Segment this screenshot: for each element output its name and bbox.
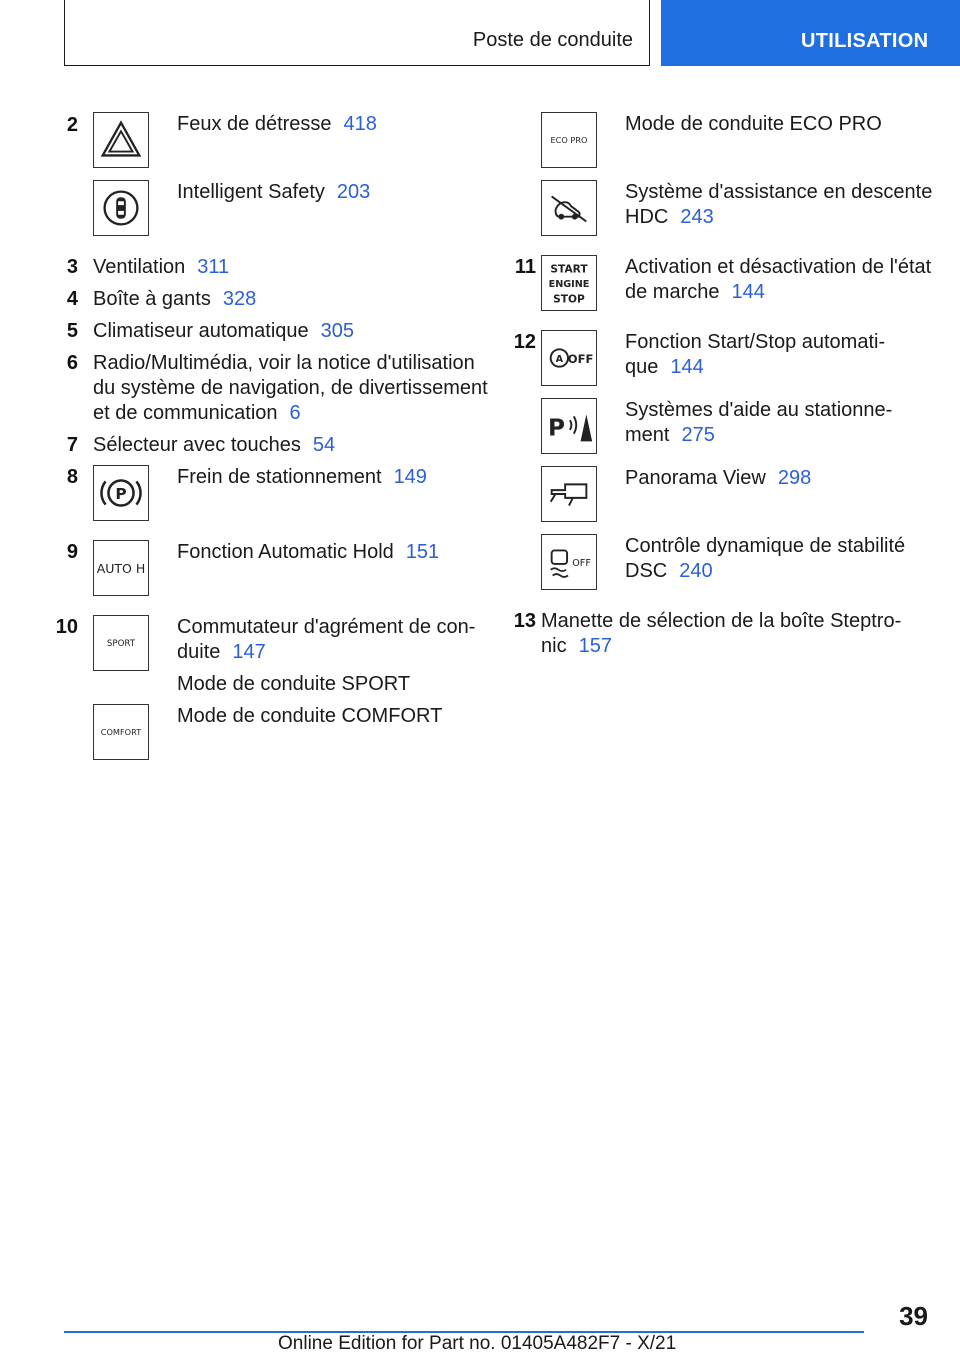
hazard-warning-icon: [93, 112, 149, 168]
hill-descent-icon: [541, 180, 597, 236]
svg-text:A: A: [555, 353, 564, 365]
item-label-line: Systèmes d'aide au stationne-: [625, 399, 893, 421]
start-engine-stop-icon: [541, 255, 597, 311]
svg-text:P: P: [547, 415, 565, 442]
sport-mode-label: Mode de conduite SPORT: [177, 673, 411, 695]
eco-pro-icon: [541, 112, 597, 168]
edition-text: Online Edition for Part no. 01405A482F7 - X/21: [278, 1333, 677, 1354]
item-number: 9: [66, 541, 78, 563]
item-label-line: DSC: [625, 560, 668, 582]
item-number: 2: [66, 114, 78, 136]
item-label: Boîte à gants: [93, 288, 211, 310]
page-link[interactable]: 147: [232, 641, 266, 663]
icon-text: STOP: [553, 293, 585, 306]
item-label-line: Commutateur d'agrément de con-: [177, 616, 476, 638]
item-label: Intelligent Safety: [177, 181, 325, 203]
list-item: [625, 534, 905, 584]
page-number: 39: [899, 1301, 928, 1331]
page-link[interactable]: 54: [312, 434, 336, 456]
item-label: Feux de détresse: [177, 113, 332, 135]
page-link[interactable]: 157: [578, 635, 612, 657]
page-link[interactable]: 275: [681, 424, 715, 446]
item-label: Ventilation: [93, 256, 186, 278]
item-number: 13: [513, 610, 536, 632]
item-label-line: Radio/Multimédia, voir la notice d'utilisation: [93, 352, 475, 374]
auto-hold-icon: [93, 540, 149, 596]
item-label: Climatiseur automatique: [93, 320, 309, 342]
item-label-line: nic: [541, 635, 567, 657]
page-link[interactable]: 311: [197, 256, 230, 278]
icon-text: OFF: [567, 351, 594, 366]
page-link[interactable]: 418: [343, 113, 377, 135]
page-link[interactable]: 305: [320, 320, 355, 342]
page-link[interactable]: 240: [679, 560, 713, 582]
panorama-view-icon: [541, 466, 597, 522]
page-link[interactable]: 203: [336, 181, 371, 203]
list-item: [177, 180, 370, 205]
icon-text: ECO PRO: [550, 134, 588, 145]
item-number: 5: [66, 320, 78, 342]
list-item: [93, 351, 488, 426]
svg-text:P: P: [115, 484, 127, 503]
page-link[interactable]: 6: [289, 402, 301, 424]
icon-text: COMFORT: [100, 726, 142, 737]
comfort-mode-label: Mode de conduite COMFORT: [177, 705, 443, 727]
item-label-line: et de communication: [93, 402, 278, 424]
section-title: Poste de conduite: [472, 29, 633, 51]
eco-pro-label: Mode de conduite ECO PRO: [625, 113, 882, 135]
item-number: 3: [66, 256, 78, 278]
list-item: [93, 287, 256, 312]
item-number: 10: [55, 616, 78, 638]
list-item: [625, 330, 885, 380]
icon-text: START: [550, 263, 588, 276]
item-label: Sélecteur avec touches: [93, 434, 301, 456]
item-label-line: Activation et désactivation de l'état: [625, 256, 932, 278]
icon-text: OFF: [572, 557, 591, 569]
item-number: 11: [514, 256, 536, 278]
parking-brake-icon: [93, 465, 149, 521]
page-link[interactable]: 298: [777, 467, 812, 489]
item-label-line: que: [625, 356, 659, 378]
list-item: [625, 466, 811, 491]
list-item: [177, 615, 475, 697]
list-item: [541, 609, 901, 659]
chapter-title: UTILISATION: [801, 30, 929, 52]
item-label-line: Système d'assistance en descente: [625, 181, 933, 203]
header-chapter-tab[interactable]: [661, 0, 960, 66]
item-number: 12: [513, 331, 536, 353]
item-label-line: du système de navigation, de divertissement: [93, 377, 488, 399]
intelligent-safety-icon: [93, 180, 149, 236]
list-item: [93, 433, 335, 458]
icon-text: SPORT: [106, 638, 136, 649]
comfort-mode-icon: [93, 704, 149, 760]
page-link[interactable]: 243: [680, 206, 714, 228]
list-item: [625, 255, 931, 305]
auto-start-stop-icon: [541, 330, 597, 386]
item-number: 4: [66, 288, 78, 310]
item-label-line: Manette de sélection de la boîte Steptro-: [541, 610, 902, 632]
header-section-box: [64, 0, 650, 66]
item-label-line: HDC: [625, 206, 669, 228]
list-item: [625, 180, 932, 230]
list-item: [177, 112, 377, 137]
item-number: 8: [66, 466, 78, 488]
page-link[interactable]: 149: [393, 466, 427, 488]
item-label-line: duite: [177, 641, 221, 663]
list-item: [93, 319, 354, 344]
page-link[interactable]: 144: [670, 356, 704, 378]
item-label: Frein de stationnement: [177, 466, 382, 488]
list-item: [625, 398, 892, 448]
parking-assist-icon: [541, 398, 597, 454]
item-label: Panorama View: [625, 467, 766, 489]
item-label-line: ment: [625, 424, 670, 446]
sport-mode-icon: [93, 615, 149, 671]
list-item: [177, 465, 427, 490]
item-number: 7: [66, 434, 78, 456]
dsc-off-icon: [541, 534, 597, 590]
item-number: 6: [66, 352, 78, 374]
item-label: Fonction Automatic Hold: [177, 541, 394, 563]
item-label-line: de marche: [625, 281, 720, 303]
icon-text: AUTO H: [96, 560, 146, 576]
icon-text: ENGINE: [548, 278, 590, 290]
list-item: [177, 540, 439, 565]
page-link[interactable]: 151: [405, 541, 440, 563]
item-label-line: Fonction Start/Stop automati-: [625, 331, 886, 353]
page-link[interactable]: 144: [731, 281, 765, 303]
page-link[interactable]: 328: [222, 288, 257, 310]
list-item: [93, 255, 229, 280]
item-label-line: Contrôle dynamique de stabilité: [625, 535, 906, 557]
